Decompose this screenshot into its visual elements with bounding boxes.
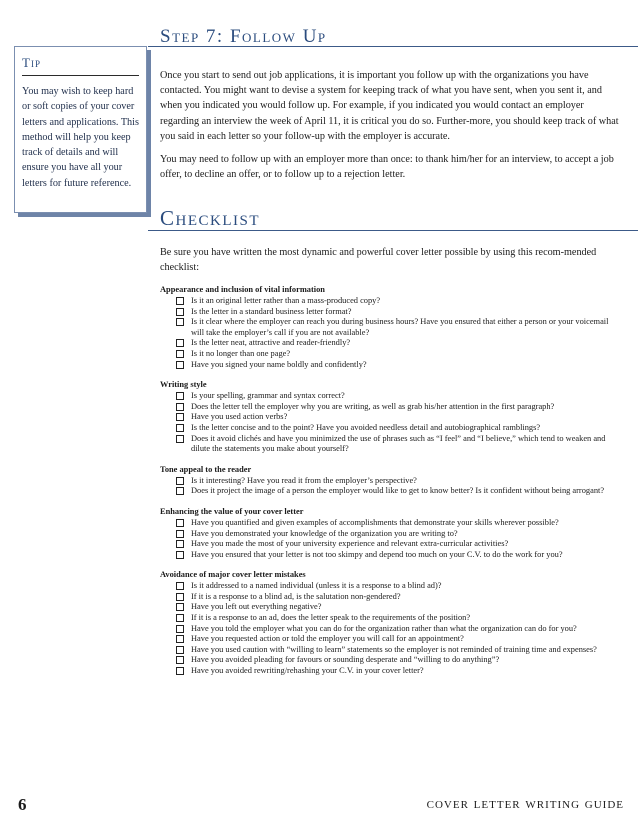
guide-title: cover letter writing guide bbox=[426, 796, 624, 812]
checklist-item-text: Does it avoid clichés and have you minimized the use of phrases such as “I feel” and “I believe,” which tend to weaken and dilute the statements you make about yourself? bbox=[191, 433, 606, 454]
step-title: Step 7: Follow Up bbox=[160, 26, 327, 47]
checkbox[interactable] bbox=[176, 593, 184, 601]
checklist-item-text: Is the letter in a standard business letter format? bbox=[191, 306, 352, 316]
checklist-item bbox=[160, 338, 620, 349]
checklist-item-text: Have you used caution with “willing to learn” statements so the employer is not reminded of training time and expenses? bbox=[191, 644, 597, 654]
top-rule bbox=[148, 46, 638, 47]
checklist-sections bbox=[160, 284, 620, 686]
checkbox[interactable] bbox=[176, 339, 184, 347]
section-heading: Enhancing the value of your cover letter bbox=[160, 506, 304, 516]
checklist-item-text: Is it no longer than one page? bbox=[191, 348, 291, 358]
follow-up-body bbox=[160, 68, 620, 190]
checklist-item-text: Have you avoided pleading for favours or sounding desperate and “willing to do anything”? bbox=[191, 655, 500, 665]
checkbox[interactable] bbox=[176, 413, 184, 421]
page-number: 6 bbox=[18, 795, 27, 814]
section-heading: Appearance and inclusion of vital information bbox=[160, 285, 325, 294]
section-heading: Tone appeal to the reader bbox=[160, 464, 252, 474]
checklist-item-text: Have you made the most of your university experience and relevant extra-curricular activities? bbox=[191, 539, 509, 549]
checklist-item bbox=[160, 391, 620, 402]
section-heading: Avoidance of major cover letter mistakes bbox=[160, 570, 306, 580]
checklist-item-text: Have you used action verbs? bbox=[191, 412, 288, 422]
checklist-item bbox=[160, 624, 620, 635]
intro-paragraph-2: You may need to follow up with an employer more than once: to thank him/her for an interview, to accept a job offer, to decline an offer, or to follow up to a rejection letter. bbox=[160, 154, 614, 181]
checklist-rule bbox=[148, 230, 638, 231]
checkbox[interactable] bbox=[176, 519, 184, 527]
section-heading: Writing style bbox=[160, 380, 207, 390]
checklist-section bbox=[160, 379, 620, 455]
checkbox[interactable] bbox=[176, 625, 184, 633]
checklist-item-text: Have you demonstrated your knowledge of the organization you are writing to? bbox=[191, 528, 458, 538]
checklist-item bbox=[160, 486, 620, 497]
checklist-section bbox=[160, 569, 620, 676]
checkbox[interactable] bbox=[176, 540, 184, 548]
checklist-item bbox=[160, 645, 620, 656]
checkbox[interactable] bbox=[176, 477, 184, 485]
checkbox[interactable] bbox=[176, 667, 184, 675]
checklist-item bbox=[160, 360, 620, 371]
checklist-item bbox=[160, 613, 620, 624]
checkbox[interactable] bbox=[176, 551, 184, 559]
tip-box bbox=[14, 46, 147, 213]
checklist-section bbox=[160, 284, 620, 370]
checklist-item-text: Have you requested action or told the employer you will call for an appointment? bbox=[191, 634, 464, 644]
checklist-item-text: Have you quantified and given examples of accomplishments that demonstrate your skills wherever possible? bbox=[191, 517, 559, 527]
checklist-item bbox=[160, 402, 620, 413]
checklist-item bbox=[160, 655, 620, 666]
checklist-item-text: Is your spelling, grammar and syntax correct? bbox=[191, 391, 345, 401]
checkbox[interactable] bbox=[176, 424, 184, 432]
checkbox[interactable] bbox=[176, 614, 184, 622]
checklist-item bbox=[160, 634, 620, 645]
checkbox[interactable] bbox=[176, 646, 184, 654]
checklist-item-text: Is it addressed to a named individual (unless it is a response to a blind ad)? bbox=[191, 581, 442, 591]
checkbox[interactable] bbox=[176, 318, 184, 326]
checklist-item-text: Is it an original letter rather than a mass-produced copy? bbox=[191, 296, 381, 305]
checklist-item bbox=[160, 434, 620, 455]
checklist-item-text: Is it interesting? Have you read it from the employer’s perspective? bbox=[191, 475, 417, 485]
checklist-intro: Be sure you have written the most dynamic and powerful cover letter possible by using this recom-mended checklist: bbox=[160, 247, 597, 274]
tip-divider bbox=[22, 75, 139, 76]
tip-title: Tip bbox=[22, 55, 41, 70]
checkbox[interactable] bbox=[176, 582, 184, 590]
checklist-item-text: If it is a response to a blind ad, is the salutation non-gendered? bbox=[191, 591, 401, 601]
checkbox[interactable] bbox=[176, 603, 184, 611]
checklist-item-text: Have you avoided rewriting/rehashing your C.V. in your cover letter? bbox=[191, 666, 424, 676]
checklist-item bbox=[160, 476, 620, 487]
checklist-item bbox=[160, 423, 620, 434]
intro-paragraph-1: Once you start to send out job applications, it is important you follow up with the organizations you have contacted. You might want to devise a system for keeping track of what you have sent, when you sent it, and when you indicated you would follow up. For example, if you indicated you would contact an employer regarding an interview the week of April 11, it is critical you do so. Further-more, you should keep track of what you said in each letter so your follow-up with the employer is accurate. bbox=[160, 70, 619, 142]
checklist-item-text: Is it clear where the employer can reach you during business hours? Have you ensured that either a person or your voicemail will take the employer’s call if you are not available? bbox=[191, 317, 609, 337]
checklist-item-text: Does the letter tell the employer why you are writing, as well as grab his/her attention in the first paragraph? bbox=[191, 401, 555, 411]
checklist-item bbox=[160, 518, 620, 529]
checklist-section bbox=[160, 464, 620, 497]
checklist-item bbox=[160, 602, 620, 613]
checklist-item bbox=[160, 539, 620, 550]
checkbox[interactable] bbox=[176, 297, 184, 305]
checklist-item-text: Is the letter neat, attractive and reader-friendly? bbox=[191, 338, 351, 348]
checklist-item bbox=[160, 296, 620, 307]
checkbox[interactable] bbox=[176, 435, 184, 443]
checklist-item bbox=[160, 666, 620, 677]
checklist-item-text: Have you signed your name boldly and confidently? bbox=[191, 359, 367, 369]
checkbox[interactable] bbox=[176, 392, 184, 400]
checkbox[interactable] bbox=[176, 403, 184, 411]
checkbox[interactable] bbox=[176, 530, 184, 538]
checklist-item bbox=[160, 529, 620, 540]
checklist-item-text: Is the letter concise and to the point? Have you avoided needless detail and autobiographical ramblings? bbox=[191, 422, 541, 432]
checkbox[interactable] bbox=[176, 361, 184, 369]
checklist-item-text: Have you told the employer what you can do for the organization rather than what the organization can do for you? bbox=[191, 623, 577, 633]
checkbox[interactable] bbox=[176, 635, 184, 643]
checklist-item bbox=[160, 550, 620, 561]
checkbox[interactable] bbox=[176, 656, 184, 664]
checklist-item-text: Have you left out everything negative? bbox=[191, 602, 322, 612]
checklist-item-text: Have you ensured that your letter is not too skimpy and depend too much on your C.V. to do the work for you? bbox=[191, 549, 563, 559]
checklist-title: Checklist bbox=[160, 206, 261, 230]
checkbox[interactable] bbox=[176, 350, 184, 358]
checklist-item bbox=[160, 592, 620, 603]
checklist-item bbox=[160, 307, 620, 318]
checklist-item-text: Does it project the image of a person the employer would like to get to know better? Is it confident without being arrogant? bbox=[191, 486, 605, 496]
checkbox[interactable] bbox=[176, 308, 184, 316]
tip-text: You may wish to keep hard or soft copies of your cover letters and applications. This method will help you keep track of details and will ensure you have all your letters for future reference. bbox=[22, 86, 139, 189]
checklist-section bbox=[160, 506, 620, 560]
checklist-item bbox=[160, 412, 620, 423]
checklist-item-text: If it is a response to an ad, does the letter speak to the requirements of the position? bbox=[191, 613, 471, 623]
checklist-item bbox=[160, 317, 620, 338]
checklist-item bbox=[160, 581, 620, 592]
checklist-item bbox=[160, 349, 620, 360]
checkbox[interactable] bbox=[176, 487, 184, 495]
